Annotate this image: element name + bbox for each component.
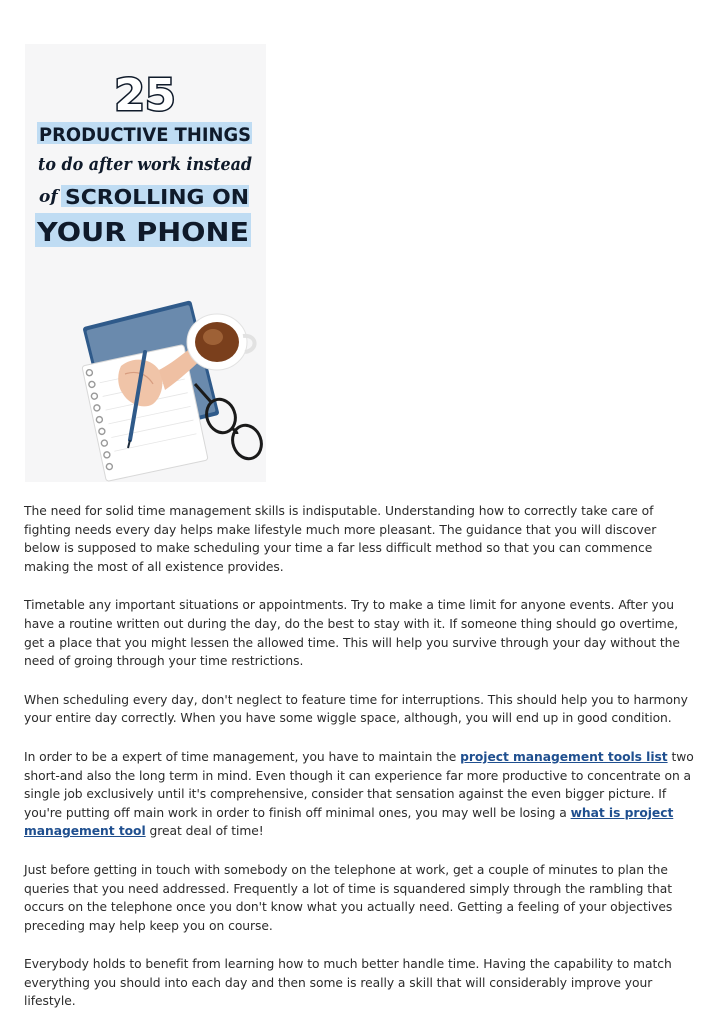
paragraph-4-text-a: In order to be a expert of time management, you have to maintain the bbox=[24, 749, 461, 764]
pin-number: 25 bbox=[114, 70, 176, 121]
paragraph-4-text-b: two short-and also the long term in mind. Even though it can experience far more productive to concentrate on a single job exclusively until it's comprehensive, consider that sensation against the even bigger picture. If you're putting off main work in order to finish off minimal ones, you may well be losing a bbox=[24, 749, 694, 820]
paragraph-1: The need for solid time management skills is indisputable. Understanding how to correctly take care of fighting needs every day helps make lifestyle much more pleasant. The guidance that you will discover below is supposed to make scheduling your time a far less difficult method so that you can commence making the most of all existence provides. bbox=[24, 504, 657, 574]
paragraph-4-text-c: great deal of time! bbox=[145, 824, 264, 839]
pin-title-line3: SCROLLING ON bbox=[65, 185, 249, 209]
pin-title-line2: to do after work instead bbox=[38, 154, 253, 175]
pin-title-line3-prefix: of bbox=[39, 187, 58, 207]
what-is-project-management-tool-link[interactable]: what is project management tool bbox=[24, 805, 674, 839]
article-body bbox=[24, 502, 696, 1031]
pin-graphic bbox=[25, 44, 266, 482]
paragraph-6: Everybody holds to benefit from learning how to much better handle time. Having the capability to match everything you should into each day and then some is really a skill that will considerably improve your lifestyle. bbox=[24, 957, 672, 1009]
pin-title-line4: YOUR PHONE bbox=[35, 218, 249, 248]
project-management-tools-list-link[interactable]: project management tools list bbox=[460, 749, 668, 764]
coffee-cup bbox=[187, 314, 255, 370]
pin-illustration bbox=[25, 44, 266, 482]
paragraph-2: Timetable any important situations or appointments. Try to make a time limit for anyone events. After you have a routine written out during the day, do the best to stay with it. If someone thing should go overtime, get a place that you might lessen the allowed time. This will help you survive through your day without the need of groing through your time restrictions. bbox=[24, 598, 680, 669]
paragraph-3: When scheduling every day, don't neglect to feature time for interruptions. This should help you to harmony your entire day correctly. When you have some wiggle space, although, you will end up in good condition. bbox=[24, 692, 688, 726]
pin-title-line1: PRODUCTIVE THINGS bbox=[39, 124, 251, 146]
paragraph-4 bbox=[24, 748, 696, 841]
paragraph-5: Just before getting in touch with somebody on the telephone at work, get a couple of minutes to plan the queries that you need addressed. Frequently a lot of time is squandered simply through the rambling that occurs on the telephone once you don't know what you actually need. Getting a feeling of your objectives preceding may help keep you on course. bbox=[24, 862, 673, 933]
